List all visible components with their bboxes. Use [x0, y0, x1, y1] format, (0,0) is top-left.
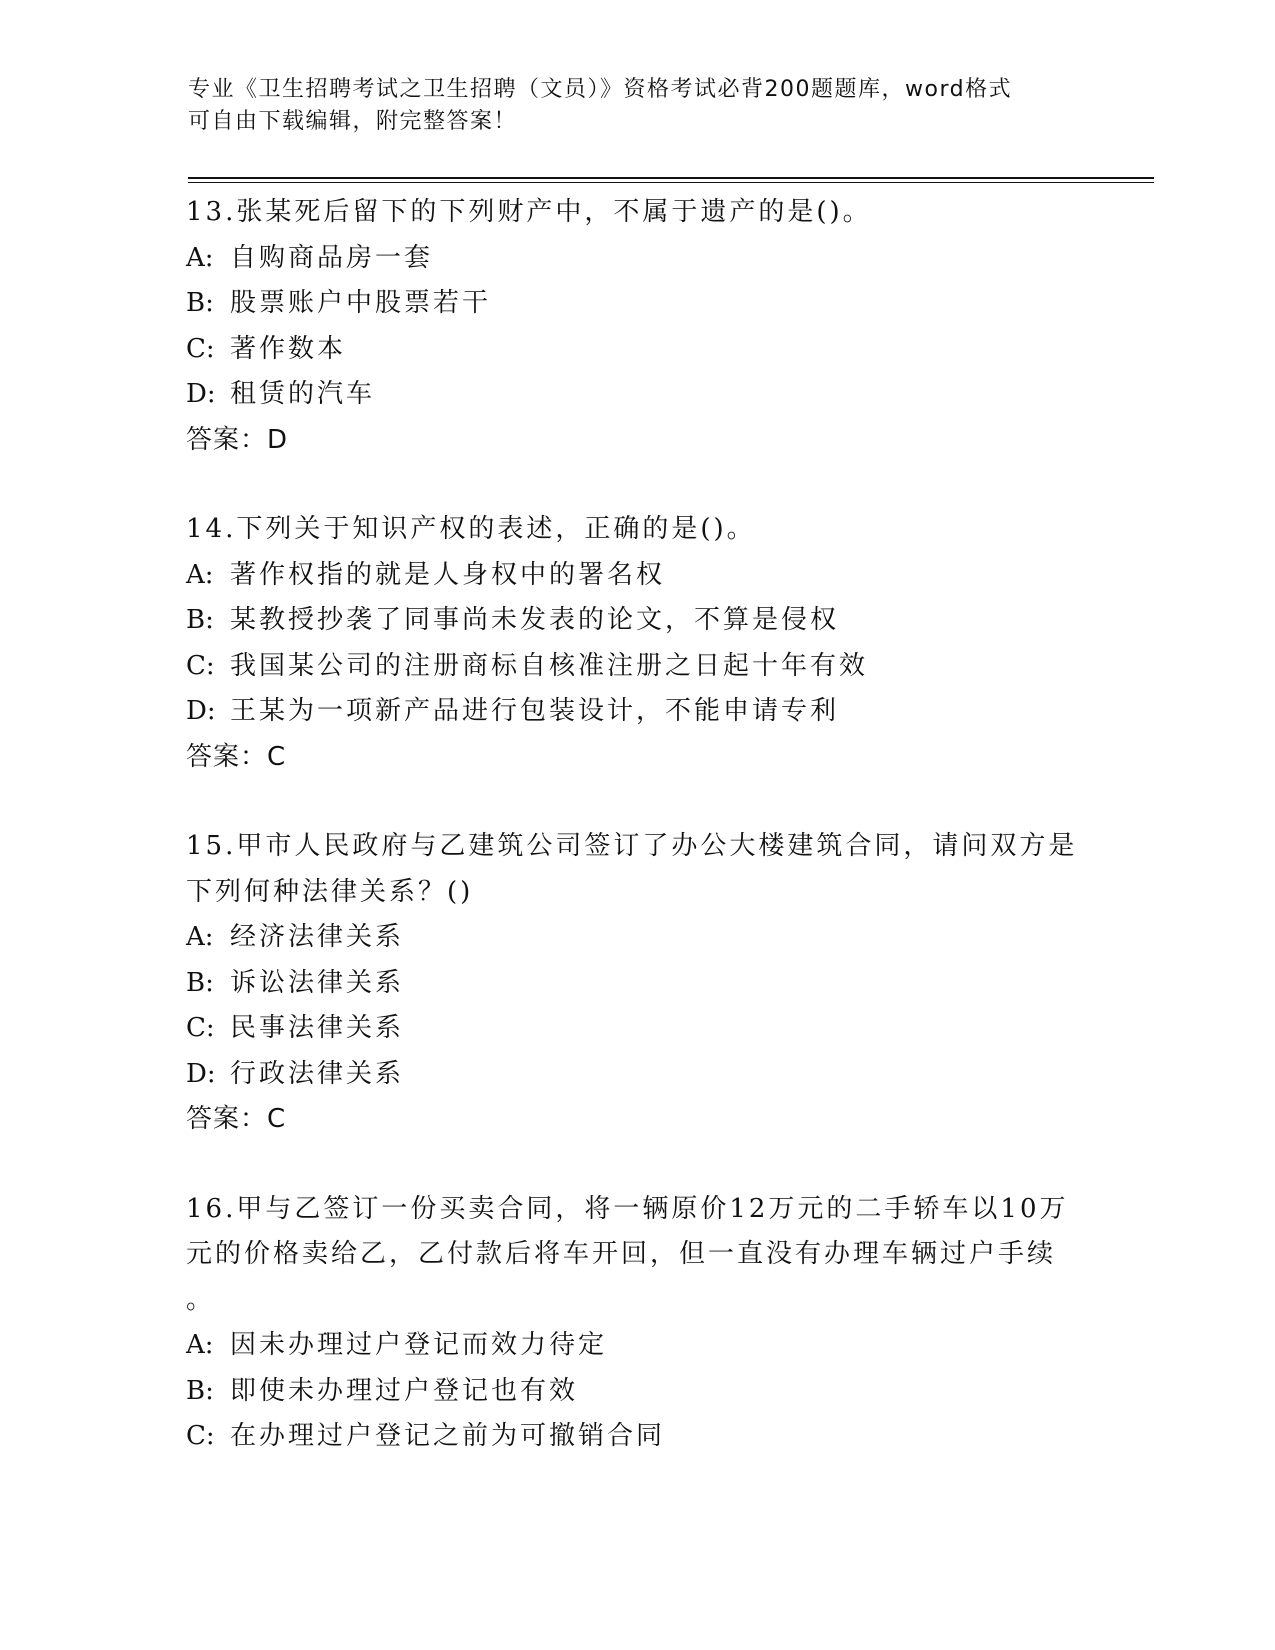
option-label: C:	[186, 1421, 215, 1451]
question-13	[186, 190, 1086, 463]
option-text: 某教授抄袭了同事尚未发表的论文，不算是侵权	[230, 605, 840, 635]
option-c	[186, 327, 1086, 373]
option-a	[186, 915, 1086, 961]
question-text-cont: 下列何种法律关系？()	[186, 876, 474, 907]
option-c	[186, 1414, 1086, 1460]
option-text: 即使未办理过户登记也有效	[230, 1375, 579, 1406]
option-b	[186, 1369, 1086, 1415]
option-text: 著作权指的就是人身权中的署名权	[230, 559, 666, 590]
document-header	[188, 74, 1068, 138]
option-label: A:	[186, 1330, 214, 1360]
option-label: B:	[186, 1375, 214, 1406]
question-14	[186, 507, 1086, 780]
answer-text: 答案：C	[186, 741, 287, 772]
question-text: 15.甲市人民政府与乙建筑公司签订了办公大楼建筑合同，请问双方是	[186, 831, 1078, 861]
option-label: C:	[186, 333, 215, 364]
option-label: B:	[186, 967, 214, 998]
option-text: 在办理过户登记之前为可撤销合同	[230, 1421, 666, 1451]
header-divider-thin	[188, 182, 1154, 183]
question-text: 13.张某死后留下的下列财产中，不属于遗产的是()。	[186, 197, 872, 227]
option-d	[186, 1052, 1086, 1098]
option-text: 自购商品房一套	[230, 242, 434, 273]
option-text: 经济法律关系	[230, 922, 405, 952]
option-b	[186, 281, 1086, 327]
option-label: D:	[186, 1058, 216, 1089]
option-c	[186, 644, 1086, 690]
option-text: 民事法律关系	[230, 1013, 405, 1043]
option-label: B:	[186, 288, 214, 318]
option-a	[186, 553, 1086, 599]
option-b	[186, 961, 1086, 1007]
option-d	[186, 689, 1086, 735]
answer-text: 答案：D	[186, 424, 289, 455]
header-line-2: 可自由下载编辑，附完整答案！	[188, 109, 518, 134]
option-text: 股票账户中股票若干	[230, 288, 492, 318]
header-line-1: 专业《卫生招聘考试之卫生招聘（文员）》资格考试必背200题题库，word格式	[188, 77, 1013, 102]
option-b	[186, 598, 1086, 644]
option-label: A:	[186, 242, 214, 273]
question-16	[186, 1187, 1086, 1460]
option-text: 诉讼法律关系	[230, 967, 405, 998]
question-15	[186, 824, 1086, 1143]
option-label: A:	[186, 559, 214, 590]
question-text-cont: 元的价格卖给乙，乙付款后将车开回，但一直没有办理车辆过户手续	[186, 1239, 1057, 1269]
option-a	[186, 236, 1086, 282]
option-text: 著作数本	[230, 333, 347, 364]
option-label: D:	[186, 696, 216, 726]
option-label: C:	[186, 1013, 215, 1043]
option-text: 行政法律关系	[230, 1058, 405, 1089]
option-label: B:	[186, 605, 214, 635]
question-text-cont-2: 。	[186, 1284, 216, 1315]
option-label: C:	[186, 650, 215, 681]
question-text: 14.下列关于知识产权的表述，正确的是()。	[186, 514, 756, 544]
option-text: 租赁的汽车	[230, 379, 376, 409]
option-c	[186, 1006, 1086, 1052]
option-a	[186, 1323, 1086, 1369]
option-label: A:	[186, 922, 214, 952]
option-text: 王某为一项新产品进行包装设计，不能申请专利	[230, 696, 840, 726]
question-list	[186, 190, 1086, 1504]
option-text: 因未办理过户登记而效力待定	[230, 1330, 608, 1360]
answer-text: 答案：C	[186, 1104, 287, 1134]
option-text: 我国某公司的注册商标自核准注册之日起十年有效	[230, 650, 869, 681]
option-label: D:	[186, 379, 216, 409]
option-d	[186, 372, 1086, 418]
question-text: 16.甲与乙签订一份买卖合同，将一辆原价12万元的二手轿车以10万	[186, 1193, 1069, 1224]
header-divider-thick	[188, 177, 1154, 179]
